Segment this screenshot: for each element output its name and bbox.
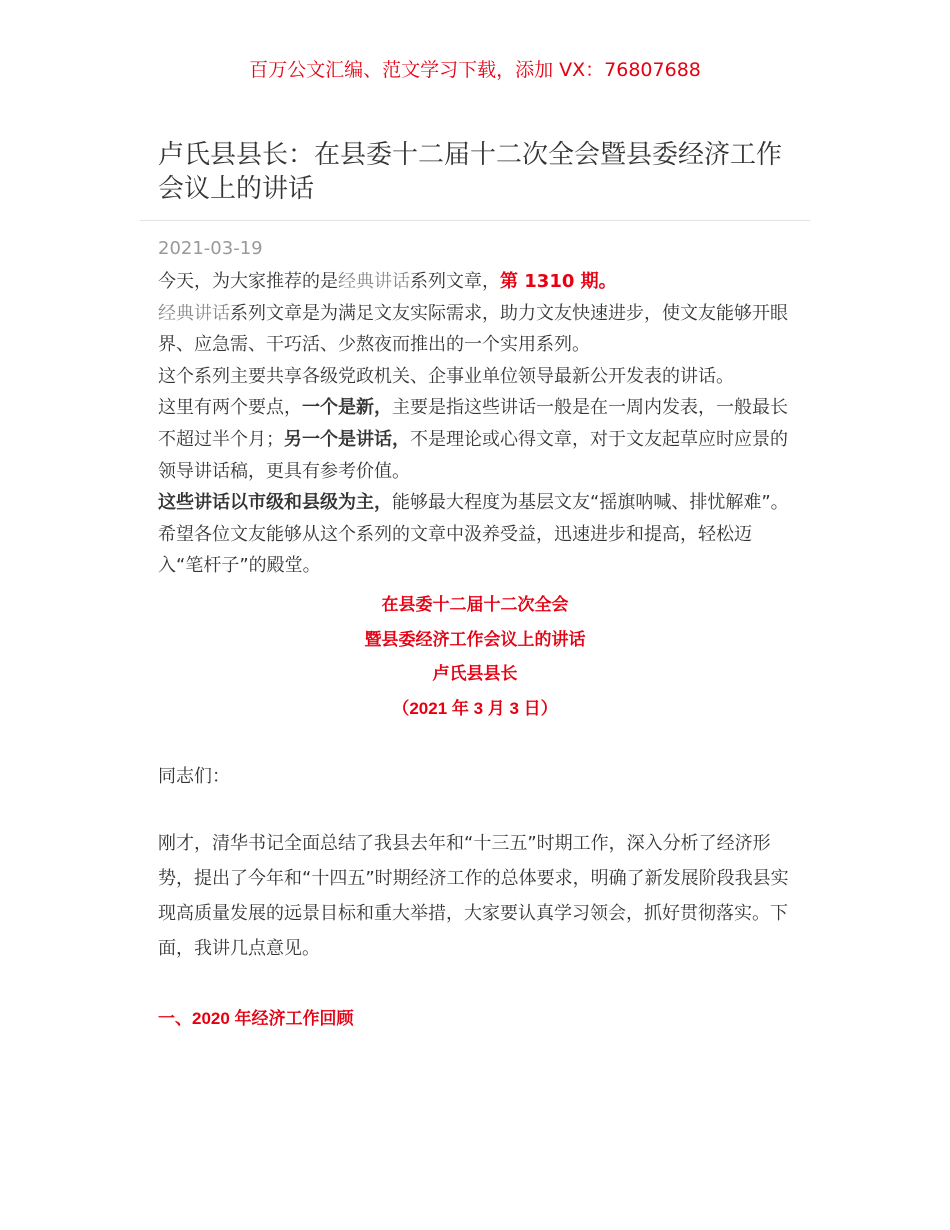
intro-paragraph (158, 298, 792, 361)
series-name: 经典讲话 (338, 271, 410, 292)
body-paragraph: 刚才，清华书记全面总结了我县去年和“十三五”时期工作，深入分析了经济形势，提出了今年和“十四五”时期经济工作的总体要求，明确了新发展阶段我县实现高质量发展的远景目标和重大举措，大家要认真学习领会，抓好贯彻落实。下面，我讲几点意见。 (158, 833, 789, 959)
text: 不是理论或心得文章，对于文友起草应时应景的领导讲话稿，更具有参考价值。 (158, 428, 788, 482)
intro-paragraph: 这个系列主要共享各级党政机关、企事业单位领导最新公开发表的讲话。 (158, 365, 734, 387)
divider (140, 220, 810, 221)
text: 系列文章是为满足文友实际需求，助力文友快速进步，使文友能够开眼界、应急需、干巧活、少熬夜而推出的一个实用系列。 (158, 302, 788, 356)
speech-title-line: 暨县委经济工作会议上的讲话 (364, 629, 586, 649)
series-name: 经典讲话 (158, 302, 230, 324)
text: 今天，为大家推荐的是 (158, 271, 338, 292)
speech-date: （2021 年 3 月 3 日） (392, 699, 558, 719)
speech-heading (0, 588, 950, 727)
intro-paragraph (158, 487, 792, 582)
intro-paragraph (158, 266, 792, 298)
text: 系列文章， (410, 271, 500, 292)
bold-text: 一个是新， (302, 397, 392, 419)
speech-title-line: 在县委十二届十二次全会 (381, 595, 569, 614)
page-title: 卢氏县县长：在县委十二届十二次全会暨县委经济工作会议上的讲话 (158, 140, 783, 204)
bold-text: 另一个是讲话， (284, 428, 410, 450)
speaker: 卢氏县县长 (432, 664, 518, 684)
bold-text: 这些讲话以市级和县级为主， (158, 492, 392, 514)
section-heading: 一、2020 年经济工作回顾 (158, 1009, 354, 1028)
text: 能够最大程度为基层文友“摇旗呐喊、排忧解难”。希望各位文友能够从这个系列的文章中汲养受益，迅速进步和提高，轻松迈入“笔杆子”的殿堂。 (158, 492, 789, 577)
greeting: 同志们： (158, 766, 230, 787)
text: 主要是指这些讲话一般是在一周内发表，一般最长不超过半个月； (158, 397, 788, 450)
intro-section (158, 266, 792, 582)
intro-paragraph (158, 392, 792, 487)
issue-number: 第 1310 期。 (500, 271, 617, 292)
publish-date: 2021-03-19 (158, 238, 263, 259)
text: 这里有两个要点， (158, 397, 302, 419)
banner-text: 百万公文汇编、范文学习下载，添加 VX：76807688 (249, 59, 701, 81)
